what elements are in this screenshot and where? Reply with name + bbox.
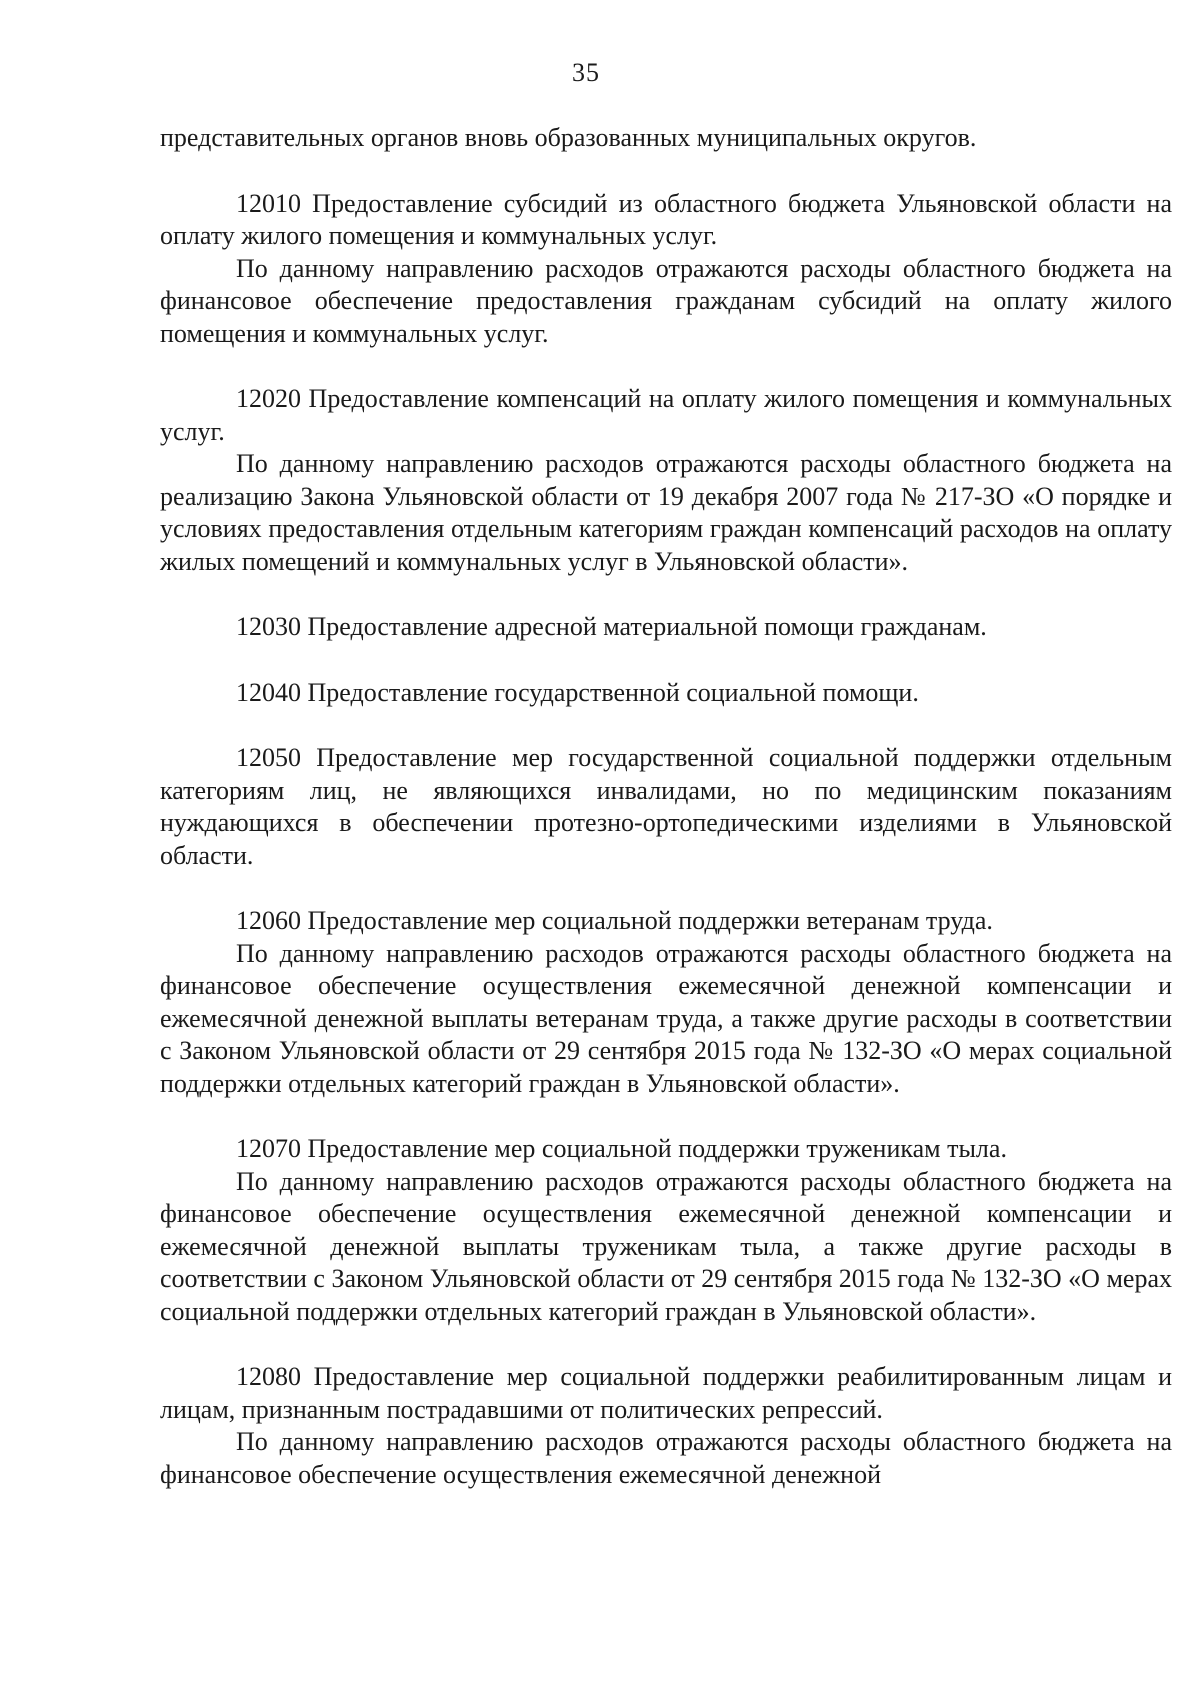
paragraph-12080-description: По данному направлению расходов отражаются расходы областного бюджета на финансовое обеспечение осуществления ежемесячной денежной bbox=[160, 1427, 1172, 1489]
paragraph-12060-description: По данному направлению расходов отражаются расходы областного бюджета на финансовое обеспечение осуществления ежемесячной денежной компенсации и ежемесячной денежной выплаты ветеранам труда, а также другие расходы в соответствии с Законом Ульяновской области от 29 сентября 2015 года № 132-ЗО «О мерах социальной поддержки отдельных категорий граждан в Ульяновской области». bbox=[160, 938, 1172, 1098]
section-heading-12040: 12040 Предоставление государственной социальной помощи. bbox=[236, 677, 919, 707]
section-heading-12030: 12030 Предоставление адресной материальной помощи гражданам. bbox=[236, 612, 987, 641]
page-number: 35 bbox=[572, 58, 600, 87]
section-heading-12060: 12060 Предоставление мер социальной поддержки ветеранам труда. bbox=[236, 906, 993, 935]
section-heading-12070: 12070 Предоставление мер социальной поддержки труженикам тыла. bbox=[236, 1134, 1007, 1163]
section-heading-12010: 12010 Предоставление субсидий из областного бюджета Ульяновской области на оплату жилого помещения и коммунальных услуг. bbox=[160, 188, 1172, 250]
paragraph-12010-description: По данному направлению расходов отражаются расходы областного бюджета на финансовое обеспечение предоставления гражданам субсидий на оплату жилого помещения и коммунальных услуг. bbox=[160, 253, 1172, 348]
document-page bbox=[160, 0, 1172, 1704]
paragraph-12070-description: По данному направлению расходов отражаются расходы областного бюджета на финансовое обеспечение осуществления ежемесячной денежной компенсации и ежемесячной денежной выплаты труженикам тыла, а также другие расходы в соответствии с Законом Ульяновской области от 29 сентября 2015 года № 132-ЗО «О мерах социальной поддержки отдельных категорий граждан в Ульяновской области». bbox=[160, 1166, 1172, 1326]
paragraph-12020-description: По данному направлению расходов отражаются расходы областного бюджета на реализацию Закона Ульяновской области от 19 декабря 2007 года № 217-ЗО «О порядке и условиях предоставления отдельным категориям граждан компенсаций расходов на оплату жилых помещений и коммунальных услуг в Ульяновской области». bbox=[160, 449, 1172, 576]
section-heading-12020: 12020 Предоставление компенсаций на оплату жилого помещения и коммунальных услуг. bbox=[160, 384, 1172, 446]
paragraph-continuation: представительных органов вновь образованных муниципальных округов. bbox=[160, 123, 977, 152]
section-heading-12080: 12080 Предоставление мер социальной поддержки реабилитированным лицам и лицам, признанным пострадавшими от политических репрессий. bbox=[160, 1362, 1172, 1424]
section-heading-12050: 12050 Предоставление мер государственной социальной поддержки отдельным категориям лиц, не являющихся инвалидами, но по медицинским показаниям нуждающихся в обеспечении протезно-ортопедическими изделиями в Ульяновской области. bbox=[160, 743, 1172, 870]
document-body bbox=[160, 122, 1172, 1491]
